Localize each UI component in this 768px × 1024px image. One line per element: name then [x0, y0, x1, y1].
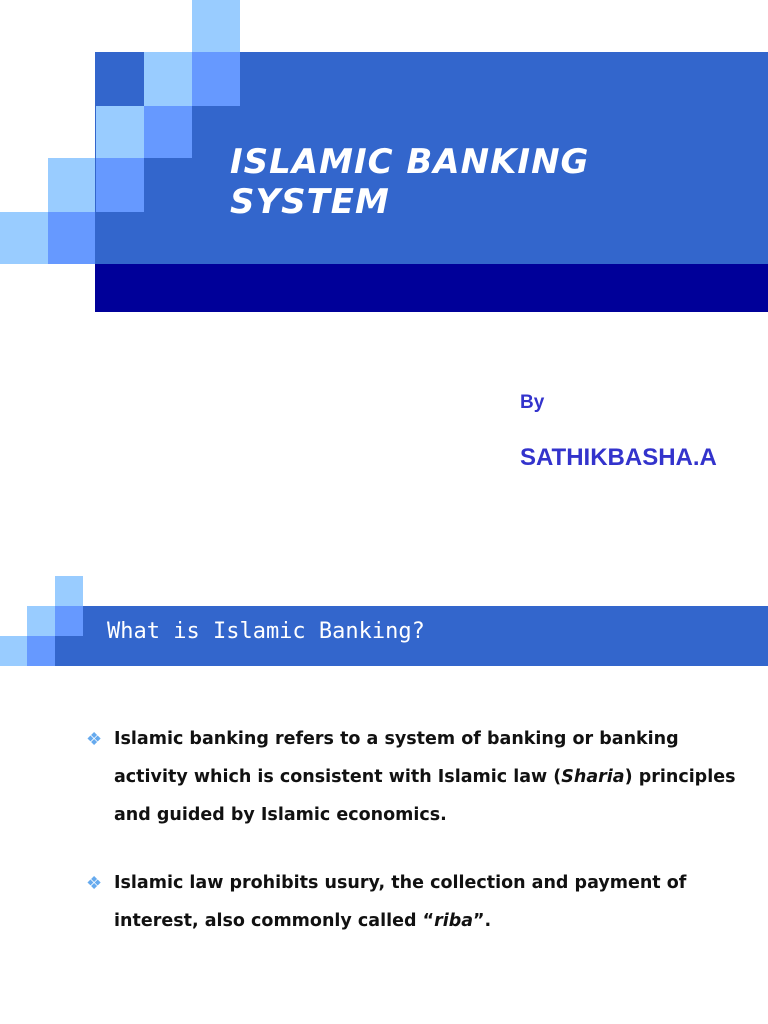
decor-square [0, 212, 48, 264]
slide-heading: What is Islamic Banking? [107, 619, 425, 644]
bullet-text-part: Islamic banking refers to a system of banking or banking activity which is consistent with Islamic law ( [114, 729, 679, 787]
bullet-emphasis: Sharia [561, 767, 625, 787]
decor-square [144, 52, 192, 106]
list-item [86, 720, 756, 834]
title-dark-band [95, 264, 768, 312]
decor-square [48, 158, 96, 212]
diamond-bullet-icon: ❖ [86, 729, 103, 749]
by-label: By [520, 392, 545, 413]
decor-square [192, 0, 240, 52]
decor-square [96, 106, 144, 158]
bullet-text [114, 720, 756, 834]
bullet-list [86, 720, 756, 970]
content-slide [0, 560, 768, 1024]
decor-square [0, 636, 27, 666]
bullet-text-part: ”. [473, 911, 492, 931]
diamond-bullet-icon: ❖ [86, 873, 103, 893]
bullet-text [114, 864, 756, 940]
decor-square [55, 606, 83, 636]
decor-square [55, 576, 83, 606]
bullet-text-part: ) principles and guided by Islamic economics. [114, 767, 736, 825]
decor-square [96, 158, 144, 212]
decor-square [27, 606, 55, 636]
bullet-text-part: Islamic law prohibits usury, the collection and payment of interest, also commonly called “ [114, 873, 687, 931]
author-name: SATHIKBASHA.A [520, 444, 717, 471]
list-item [86, 864, 756, 940]
decor-square [48, 212, 96, 264]
decor-square [27, 636, 55, 666]
decor-square [192, 52, 240, 106]
slide-title: ISLAMIC BANKING SYSTEM [230, 142, 590, 222]
decor-square [144, 106, 192, 158]
bullet-emphasis: riba [434, 911, 474, 931]
